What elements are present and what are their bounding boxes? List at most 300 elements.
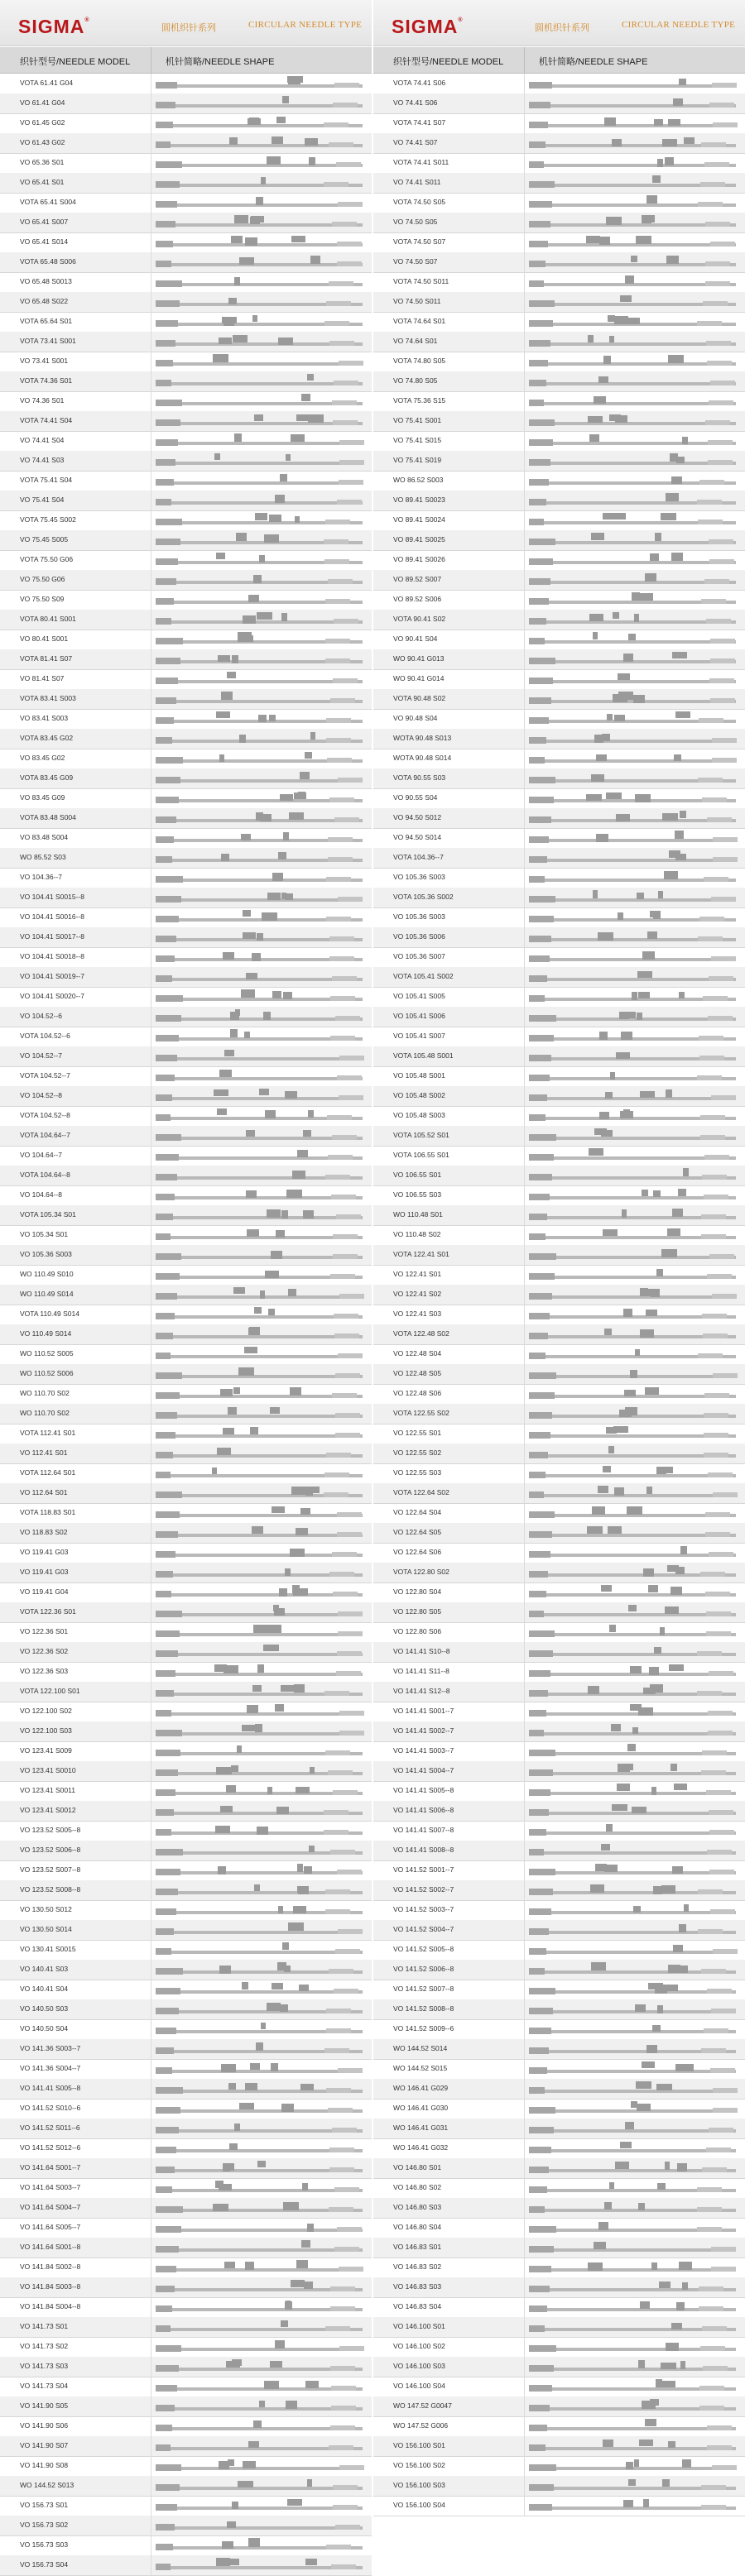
needle-model: VO 75.50 G06 [20,575,65,583]
table-row [373,1384,745,1405]
table-row [373,729,745,749]
table-row [373,2039,745,2060]
needle-model: VO 123.52 S007--8 [20,1865,81,1874]
needle-model: VOTA 122.36 S01 [20,1607,76,1616]
needle-model: VOTA 118.83 S01 [20,1508,76,1516]
row-divider [524,173,525,193]
needle-model: VO 141.52 S008--8 [393,2004,454,2013]
row-divider [524,2218,525,2238]
needle-model: WO 110.48 S01 [393,1210,443,1219]
row-divider [524,1543,525,1563]
needle-model: VO 141.41 S004--7 [393,1766,454,1774]
table-row [373,213,745,233]
table-row [0,471,372,491]
needle-model: VOTA 74.36 S01 [20,376,73,385]
needle-model: VOTA 74.41 S04 [20,416,73,424]
row-divider [524,530,525,550]
row-divider [524,153,525,173]
needle-model: VO 119.41 G04 [20,1587,69,1596]
needle-shape-icon [527,2199,738,2217]
needle-shape-icon [527,352,738,371]
row-divider [524,2436,525,2456]
needle-shape-icon [154,1961,365,1979]
table-row [0,1563,372,1583]
needle-model: VO 83.45 G02 [20,754,65,762]
needle-shape-icon [527,213,738,232]
table-row [373,927,745,948]
needle-shape-icon [527,1861,738,1879]
needle-shape-icon [154,491,365,510]
needle-shape-icon [527,749,738,768]
needle-model: VO 74.80 S05 [393,376,438,385]
table-row [373,371,745,392]
table-row [0,1483,372,1504]
needle-model: VO 104.64--7 [20,1151,63,1159]
needle-model: VO 146.83 S01 [393,2243,442,2251]
needle-model: VO 122.48 S06 [393,1389,442,1397]
needle-shape-icon [154,1325,365,1343]
needle-shape-icon [527,1921,738,1939]
needle-shape-icon [154,1702,365,1721]
row-divider [524,1801,525,1821]
table-row [0,1305,372,1325]
table-row [373,1662,745,1683]
row-divider [524,1980,525,1999]
needle-model: VO 156.100 S01 [393,2441,445,2449]
needle-model: VOTA 83.48 S004 [20,813,76,821]
needle-model: VO 74.50 S011 [393,297,441,305]
needle-model: VO 83.45 G09 [20,793,65,802]
row-divider [524,1781,525,1801]
needle-model: VOTA 83.45 G02 [20,734,74,742]
needle-shape-icon [527,1325,738,1343]
table-row [373,2019,745,2040]
row-divider [524,332,525,352]
table-row [373,1702,745,1722]
table-row [0,1622,372,1643]
row-divider [524,729,525,749]
row-divider [524,1007,525,1027]
row-divider [524,689,525,709]
needle-shape-icon [154,908,365,926]
table-row [373,332,745,352]
table-row [0,1007,372,1027]
table-row [373,749,745,769]
needle-shape-icon [527,1226,738,1244]
row-divider [524,2238,525,2258]
needle-model: VO 106.55 S01 [393,1171,442,1179]
needle-model: VO 146.80 S01 [393,2163,442,2171]
needle-shape-icon [154,1206,365,1224]
table-row [0,1205,372,1226]
row-divider [524,1086,525,1106]
needle-model: VO 74.50 S07 [393,257,438,266]
needle-shape-icon [527,1563,738,1582]
table-row [0,1801,372,1822]
needle-shape-icon [527,1802,738,1820]
table-row [0,1126,372,1147]
row-divider [524,74,525,93]
row-divider [524,749,525,768]
needle-shape-icon [527,1961,738,1979]
needle-model: VO 122.80 S05 [393,1607,442,1616]
needle-table-right [373,74,745,2533]
needle-model: VO 141.52 S005--8 [393,1945,454,1953]
table-row [0,1821,372,1841]
table-row [0,1582,372,1603]
row-divider [524,391,525,411]
table-row [0,2198,372,2219]
model-column-header: 织针型号/NEEDLE MODEL [393,57,504,67]
table-row [0,1642,372,1663]
needle-model: WO 147.52 G006 [393,2421,449,2430]
table-row [373,1999,745,2020]
needle-shape-icon [154,2477,365,2495]
needle-model: VO 141.84 S002--8 [20,2262,81,2271]
row-divider [524,232,525,252]
needle-model: VOTA 122.55 S02 [393,1409,449,1417]
row-divider [524,510,525,530]
table-row [0,2079,372,2100]
shape-column-header: 机针简略/NEEDLE SHAPE [539,57,648,67]
row-divider [524,907,525,927]
table-row [373,93,745,114]
table-row [373,2218,745,2238]
needle-shape-icon [527,2219,738,2237]
table-row [373,1424,745,1444]
table-row [0,2535,372,2556]
needle-shape-icon [154,1365,365,1383]
table-row [0,510,372,531]
needle-shape-icon [527,1027,738,1046]
table-row [0,2218,372,2238]
table-row [373,2178,745,2199]
table-row [0,788,372,809]
table-row [0,967,372,988]
needle-model: VO 105.48 S003 [393,1111,445,1119]
table-row [373,1027,745,1047]
needle-model: VOTA 65.48 S006 [20,257,76,266]
row-divider [524,411,525,431]
table-row [0,1920,372,1941]
table-row [373,1523,745,1544]
needle-shape-icon [527,2000,738,2018]
table-row [0,431,372,452]
needle-shape-icon [154,134,365,152]
needle-model: VOTA 104.36--7 [393,853,444,861]
needle-shape-icon [527,1841,738,1860]
needle-model: WO 110.52 S006 [20,1369,74,1377]
needle-shape-icon [154,928,365,946]
table-row [0,1662,372,1683]
needle-shape-icon [527,1365,738,1383]
needle-model: VO 122.64 S06 [393,1548,442,1556]
table-row [373,2119,745,2139]
needle-shape-icon [527,1424,738,1443]
needle-shape-icon [527,452,738,470]
needle-shape-icon [527,591,738,609]
needle-model: VO 65.41 S007 [20,218,69,226]
needle-shape-icon [154,1008,365,1026]
row-divider [524,491,525,510]
table-row [373,2099,745,2119]
row-divider [524,1404,525,1424]
row-divider [524,1662,525,1682]
table-row [373,1503,745,1524]
needle-shape-icon [527,809,738,827]
table-row [373,1185,745,1206]
row-divider [524,1344,525,1364]
row-divider [524,2059,525,2079]
needle-shape-icon [527,849,738,867]
needle-shape-icon [527,293,738,311]
table-row [373,987,745,1008]
needle-model: VO 105.36 S003 [393,912,445,921]
needle-shape-icon [154,2497,365,2515]
needle-model: VO 112.64 S01 [20,1488,68,1496]
needle-shape-icon [527,1405,738,1423]
needle-model: VOTA 104.52--7 [20,1071,70,1080]
table-row [0,1384,372,1405]
needle-shape-icon [154,2397,365,2416]
title-english: CIRCULAR NEEDLE TYPE [622,20,736,30]
needle-shape-icon [154,988,365,1006]
needle-shape-icon [527,769,738,788]
needle-model: VO 83.48 S004 [20,833,69,841]
needle-model: VO 105.41 S007 [393,1032,445,1040]
needle-model: WO 90.41 G014 [393,674,445,682]
needle-model: VO 146.83 S03 [393,2282,442,2291]
needle-model: VO 141.90 S06 [20,2421,69,2430]
needle-model: VO 141.84 S003--8 [20,2282,81,2291]
table-row [0,1046,372,1067]
table-row [0,1900,372,1921]
table-row [373,1205,745,1226]
row-divider [524,2317,525,2337]
row-divider [524,1920,525,1940]
needle-shape-icon [154,2278,365,2296]
needle-model: VO 89.52 S007 [393,575,442,583]
table-row [373,2138,745,2159]
table-row [0,590,372,610]
table-row [0,2377,372,2397]
table-row [373,1126,745,1147]
needle-shape-icon [154,710,365,728]
needle-model: VO 118.83 S02 [20,1528,68,1536]
right-panel [373,0,745,2533]
needle-shape-icon [154,1563,365,1582]
needle-shape-icon [527,869,738,887]
needle-shape-icon [527,273,738,291]
needle-shape-icon [527,313,738,331]
needle-shape-icon [527,2338,738,2356]
table-row [0,1702,372,1722]
needle-shape-icon [527,690,738,708]
row-divider [524,2019,525,2039]
needle-shape-icon [154,571,365,589]
needle-model: VOTA 90.41 S02 [393,615,446,623]
row-divider [524,1563,525,1582]
needle-model: VO 89.41 S0025 [393,535,445,543]
needle-shape-icon [154,194,365,212]
needle-shape-icon [527,511,738,529]
needle-model: VO 105.41 S005 [393,992,445,1000]
needle-model: VOTA 74.41 S011 [393,158,449,166]
needle-model: VO 83.41 S003 [20,714,69,722]
row-divider [524,1463,525,1483]
needle-shape-icon [527,491,738,510]
needle-model: VO 61.41 G04 [20,98,65,107]
needle-shape-icon [527,928,738,946]
brand-mark: ® [458,17,464,23]
row-divider [524,888,525,907]
table-row [0,2396,372,2417]
table-row [373,709,745,730]
needle-model: VO 146.80 S03 [393,2203,442,2211]
needle-shape-icon [527,1067,738,1085]
table-row [373,630,745,650]
needle-shape-icon [527,2258,738,2277]
sigma-logo [392,16,464,38]
table-row [0,1066,372,1087]
needle-shape-icon [527,1583,738,1602]
table-row [373,133,745,154]
needle-model: VO 89.41 S0026 [393,555,445,563]
needle-model: VO 74.41 S011 [393,178,441,186]
needle-model: VO 105.48 S002 [393,1091,445,1099]
row-divider [524,967,525,987]
table-row [373,1801,745,1822]
needle-model: VO 141.52 S009--6 [393,2024,454,2033]
table-row [0,352,372,372]
needle-model: VOTA 90.48 S02 [393,694,446,702]
needle-shape-icon [527,2397,738,2416]
table-row [0,649,372,670]
needle-shape-icon [527,1147,738,1165]
needle-shape-icon [527,1702,738,1721]
row-divider [524,1761,525,1781]
row-divider [524,848,525,868]
needle-model: VO 65.48 S0013 [20,277,72,285]
table-row [373,1563,745,1583]
table-row [373,2238,745,2258]
needle-model: VO 110.48 S02 [393,1230,441,1238]
needle-model: VO 65.48 S022 [20,297,69,305]
row-divider [524,2297,525,2317]
table-row [373,788,745,809]
table-row [0,173,372,194]
table-row [0,1721,372,1742]
table-row [0,689,372,710]
table-row [0,2555,372,2576]
needle-model: VO 122.100 S02 [20,1707,72,1715]
needle-shape-icon [527,2377,738,2396]
needle-model: VO 141.90 S08 [20,2461,69,2469]
table-row [0,2019,372,2040]
needle-shape-icon [527,2020,738,2038]
needle-model: VO 74.41 S06 [393,98,438,107]
table-row [373,2496,745,2516]
needle-model: VO 119.41 G03 [20,1568,69,1576]
needle-shape-icon [154,1881,365,1899]
row-divider [524,1999,525,2019]
needle-shape-icon [154,114,365,132]
needle-shape-icon [527,1603,738,1621]
row-divider [524,1324,525,1344]
row-divider [524,1146,525,1166]
table-row [0,1940,372,1961]
table-row [373,1324,745,1345]
needle-model: VO 122.36 S01 [20,1627,69,1635]
needle-shape-icon [154,1623,365,1641]
needle-shape-icon [154,313,365,331]
needle-shape-icon [527,908,738,926]
table-row [0,93,372,114]
table-row [0,213,372,233]
needle-shape-icon [154,511,365,529]
needle-shape-icon [154,591,365,609]
table-row [0,1503,372,1524]
table-row [373,689,745,710]
needle-model: VO 122.36 S02 [20,1647,69,1655]
needle-model: VO 156.100 S04 [393,2501,445,2509]
table-row [0,1285,372,1305]
row-divider [524,1721,525,1741]
needle-model: VO 141.41 S002--7 [393,1726,454,1735]
table-row [373,1781,745,1802]
row-divider [524,610,525,630]
table-row [373,1841,745,1861]
row-divider [524,193,525,213]
table-row [373,252,745,273]
needle-shape-icon [527,2139,738,2157]
table-row [0,2238,372,2258]
banner [373,0,745,46]
table-row [0,451,372,472]
table-row [0,1265,372,1286]
needle-model: VO 141.41 S11--8 [393,1667,449,1675]
needle-model: VO 130.50 S014 [20,1925,72,1933]
needle-shape-icon [527,829,738,847]
table-row [0,550,372,571]
needle-shape-icon [527,2318,738,2336]
row-divider [524,808,525,828]
needle-shape-icon [527,610,738,629]
row-divider [524,927,525,947]
needle-model: VO 104.52--7 [20,1051,63,1060]
table-row [0,907,372,928]
needle-model: VOTA 122.100 S01 [20,1687,80,1695]
table-row [0,292,372,313]
needle-model: VO 94.50 S012 [393,813,442,821]
needle-shape-icon [154,1127,365,1145]
table-row [0,2039,372,2060]
needle-model: VO 75.50 S09 [20,595,65,603]
table-row [373,1225,745,1246]
row-divider [524,2337,525,2357]
row-divider [524,471,525,491]
table-row [373,1007,745,1027]
table-row [0,768,372,789]
needle-shape-icon [154,2139,365,2157]
brand-text: SIGMA [392,16,459,37]
table-row [0,332,372,352]
needle-shape-icon [154,1941,365,1959]
needle-shape-icon [154,1861,365,1879]
row-divider [524,570,525,590]
needle-shape-icon [154,2437,365,2455]
table-row [373,1761,745,1782]
